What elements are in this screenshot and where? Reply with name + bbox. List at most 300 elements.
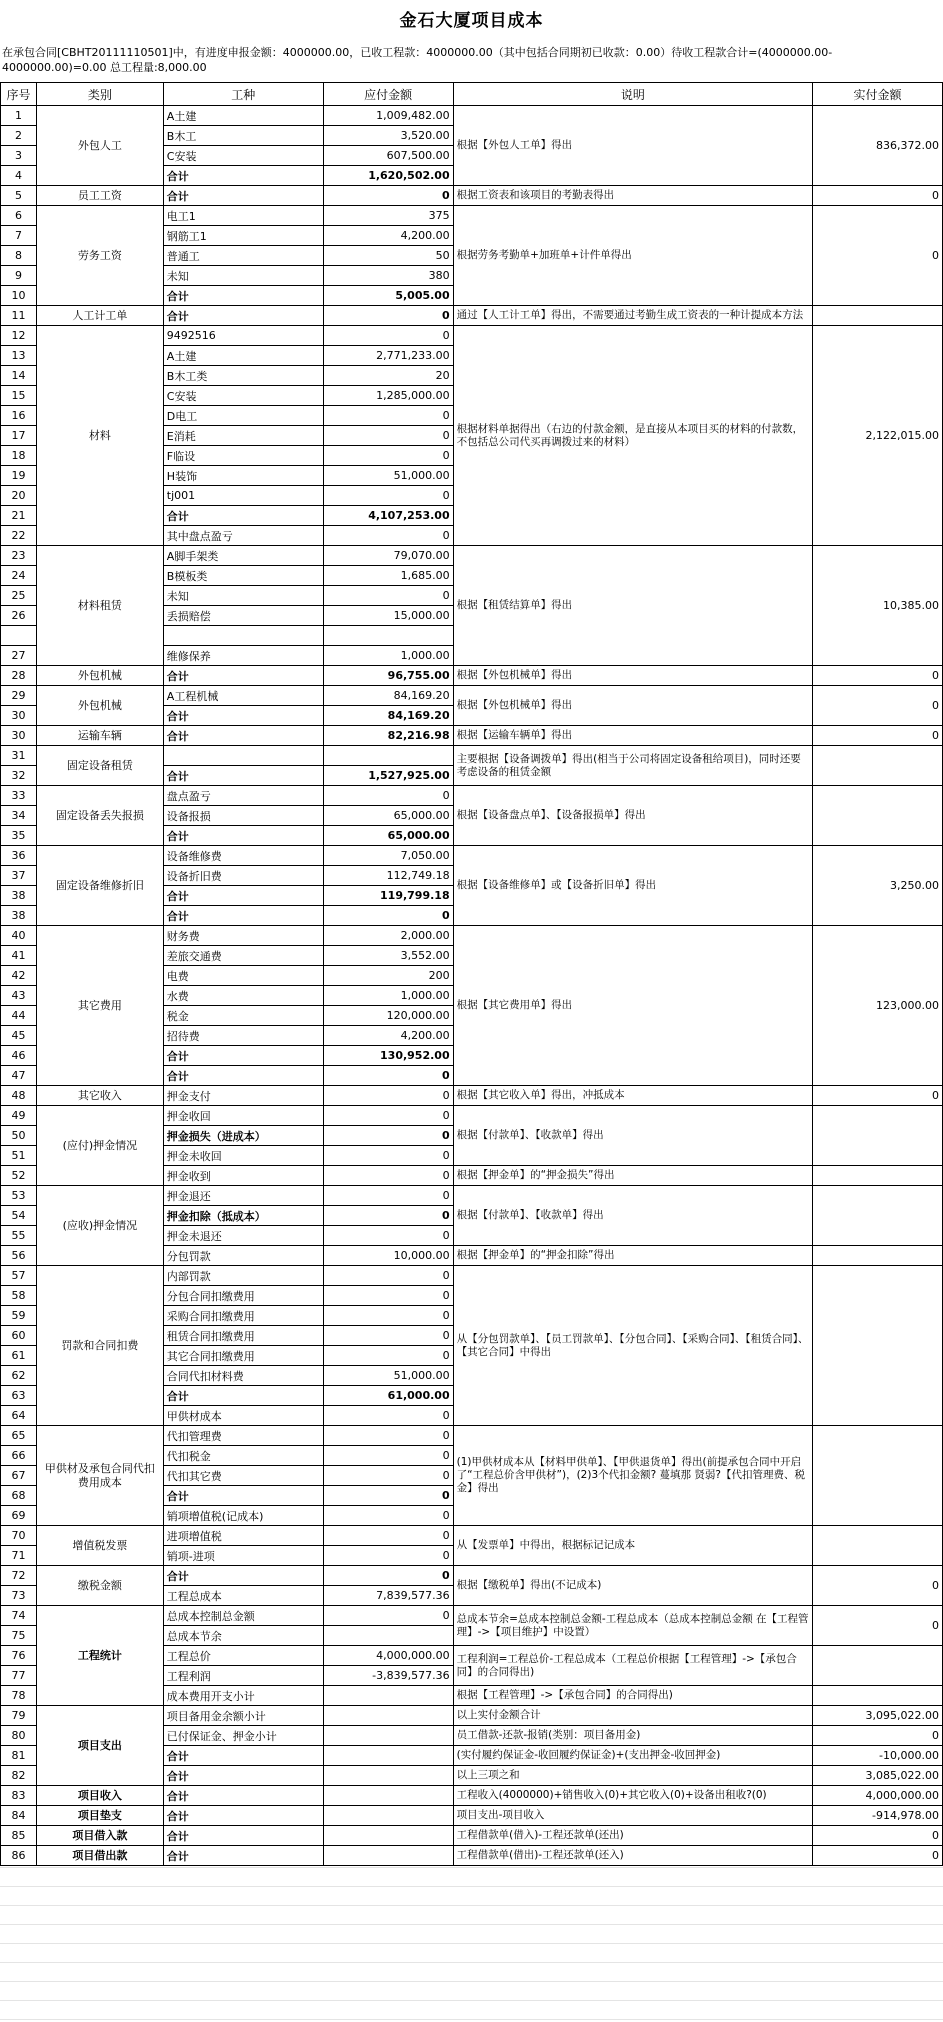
description-cell: 工程利润=工程总价-工程总成本（工程总价根据【工程管理】->【承包合同】的合同得出) [453,1646,812,1686]
work-type-cell: 合计 [163,1386,323,1406]
payable-amount-cell: 51,000.00 [323,1366,453,1386]
description-cell: 根据【付款单】、【收款单】得出 [453,1106,812,1166]
row-number: 36 [1,846,37,866]
row-number: 50 [1,1126,37,1146]
row-number: 57 [1,1266,37,1286]
actual-amount-cell [813,1106,943,1166]
table-row [1,746,943,766]
actual-amount-cell: 3,250.00 [813,846,943,926]
payable-amount-cell: 3,552.00 [323,946,453,966]
payable-amount-cell: 0 [323,1066,453,1086]
payable-amount-cell: 0 [323,786,453,806]
row-number: 46 [1,1046,37,1066]
description-cell: 根据【其它收入单】得出，冲抵成本 [453,1086,812,1106]
payable-amount-cell: 607,500.00 [323,146,453,166]
description-cell: 根据工资表和该项目的考勤表得出 [453,186,812,206]
row-number: 30 [1,726,37,746]
work-type-cell: 设备折旧费 [163,866,323,886]
table-row [1,786,943,806]
payable-amount-cell: 20 [323,366,453,386]
row-number: 62 [1,1366,37,1386]
work-type-cell: F临设 [163,446,323,466]
category-cell: 运输车辆 [36,726,163,746]
table-row [1,1786,943,1806]
payable-amount-cell: 0 [323,1526,453,1546]
category-cell: 员工工资 [36,186,163,206]
work-type-cell: C安装 [163,146,323,166]
work-type-cell: 盘点盈亏 [163,786,323,806]
work-type-cell: 已付保证金、押金小计 [163,1726,323,1746]
work-type-cell: 押金扣除（抵成本） [163,1206,323,1226]
actual-amount-cell: 3,095,022.00 [813,1706,943,1726]
payable-amount-cell: 0 [323,446,453,466]
payable-amount-cell: -3,839,577.36 [323,1666,453,1686]
category-cell: 材料租赁 [36,546,163,666]
description-cell: (实付履约保证金-收回履约保证金)+(支出押金-收回押金) [453,1746,812,1766]
payable-amount-cell: 0 [323,1226,453,1246]
row-number: 42 [1,966,37,986]
row-number: 73 [1,1586,37,1606]
description-cell: 根据【外包人工单】得出 [453,106,812,186]
row-number: 60 [1,1326,37,1346]
col-header-description: 说明 [453,83,812,106]
payable-amount-cell: 82,216.98 [323,726,453,746]
payable-amount-cell: 0 [323,1206,453,1226]
work-type-cell: 合计 [163,826,323,846]
row-number: 2 [1,126,37,146]
payable-amount-cell [323,1626,453,1646]
description-cell: 员工借款-还款-报销(类别：项目备用金) [453,1726,812,1746]
row-number: 1 [1,106,37,126]
description-cell: 根据【付款单】、【收款单】得出 [453,1186,812,1246]
payable-amount-cell: 65,000.00 [323,806,453,826]
row-number: 80 [1,1726,37,1746]
row-number: 53 [1,1186,37,1206]
payable-amount-cell: 0 [323,306,453,326]
cost-table [0,82,943,1866]
payable-amount-cell: 0 [323,1446,453,1466]
actual-amount-cell: 0 [813,1566,943,1606]
actual-amount-cell: 4,000,000.00 [813,1786,943,1806]
work-type-cell: 工程总成本 [163,1586,323,1606]
work-type-cell: 合计 [163,886,323,906]
page-title: 金石大厦项目成本 [399,11,544,31]
table-row [1,1846,943,1866]
work-type-cell: 合计 [163,1786,323,1806]
description-cell: 根据【押金单】的“押金扣除”得出 [453,1246,812,1266]
description-cell: 工程收入(4000000)+销售收入(0)+其它收入(0)+设备出租收?(0) [453,1786,812,1806]
row-number: 51 [1,1146,37,1166]
work-type-cell: 合计 [163,166,323,186]
row-number: 66 [1,1446,37,1466]
actual-amount-cell: 0 [813,1826,943,1846]
category-cell: 外包人工 [36,106,163,186]
payable-amount-cell: 200 [323,966,453,986]
row-number: 55 [1,1226,37,1246]
category-cell: 劳务工资 [36,206,163,306]
table-header-row [1,83,943,106]
payable-amount-cell [323,626,453,646]
work-type-cell: B木工 [163,126,323,146]
work-type-cell: B木工类 [163,366,323,386]
row-number: 40 [1,926,37,946]
description-cell: 主要根据【设备调拨单】得出(相当于公司将固定设备租给项目)，同时还要考虑设备的租赁金额 [453,746,812,786]
payable-amount-cell: 0 [323,426,453,446]
work-type-cell: 合计 [163,726,323,746]
table-row [1,1806,943,1826]
work-type-cell: 甲供材成本 [163,1406,323,1426]
row-number: 18 [1,446,37,466]
description-cell: 工程借款单(借出)-工程还款单(还入) [453,1846,812,1866]
work-type-cell: 总成本节余 [163,1626,323,1646]
row-number: 38 [1,886,37,906]
actual-amount-cell: -10,000.00 [813,1746,943,1766]
description-cell: 以上实付金额合计 [453,1706,812,1726]
table-body [1,106,943,1866]
actual-amount-cell [813,1246,943,1266]
payable-amount-cell: 0 [323,1166,453,1186]
row-number: 75 [1,1626,37,1646]
category-cell: 固定设备维修折旧 [36,846,163,926]
payable-amount-cell: 79,070.00 [323,546,453,566]
work-type-cell: 未知 [163,266,323,286]
description-cell: 根据【外包机械单】得出 [453,686,812,726]
work-type-cell: 押金支付 [163,1086,323,1106]
payable-amount-cell [323,1686,453,1706]
table-row [1,546,943,566]
actual-amount-cell: 0 [813,726,943,746]
payable-amount-cell: 5,005.00 [323,286,453,306]
payable-amount-cell: 0 [323,1086,453,1106]
work-type-cell: 合计 [163,666,323,686]
work-type-cell: 销项-进项 [163,1546,323,1566]
actual-amount-cell [813,1166,943,1186]
col-header-seq: 序号 [1,83,37,106]
work-type-cell: 合计 [163,706,323,726]
row-number: 19 [1,466,37,486]
category-cell: 其它收入 [36,1086,163,1106]
row-number: 33 [1,786,37,806]
row-number: 12 [1,326,37,346]
payable-amount-cell: 0 [323,1186,453,1206]
row-number: 59 [1,1306,37,1326]
table-row [1,206,943,226]
work-type-cell: 销项增值税(记成本) [163,1506,323,1526]
payable-amount-cell: 0 [323,1126,453,1146]
description-cell: 以上三项之和 [453,1766,812,1786]
row-number: 15 [1,386,37,406]
payable-amount-cell: 0 [323,326,453,346]
category-cell: 甲供材及承包合同代扣费用成本 [36,1426,163,1526]
table-row [1,106,943,126]
work-type-cell: 押金未退还 [163,1226,323,1246]
work-type-cell [163,746,323,766]
payable-amount-cell [323,1846,453,1866]
work-type-cell: 电费 [163,966,323,986]
work-type-cell: 其中盘点盈亏 [163,526,323,546]
actual-amount-cell [813,1686,943,1706]
payable-amount-cell: 0 [323,1426,453,1446]
table-row [1,1106,943,1126]
actual-amount-cell: 0 [813,1086,943,1106]
contract-info: 在承包合同[CBHT20111110501]中，有进度申报金额：4000000.00，已收工程款：4000000.00（其中包括合同期初已收款：0.00）待收工程款合计=(4000000.00-4000000.00)=0.00 总工程量:8,000.00 [2,46,833,74]
table-row [1,926,943,946]
table-row [1,846,943,866]
work-type-cell: B模板类 [163,566,323,586]
row-number: 76 [1,1646,37,1666]
row-number: 83 [1,1786,37,1806]
payable-amount-cell: 1,685.00 [323,566,453,586]
table-row [1,1826,943,1846]
row-number: 82 [1,1766,37,1786]
work-type-cell: H装饰 [163,466,323,486]
work-type-cell: E消耗 [163,426,323,446]
table-row [1,1566,943,1586]
work-type-cell: 钢筋工1 [163,226,323,246]
payable-amount-cell [323,1786,453,1806]
payable-amount-cell [323,1726,453,1746]
actual-amount-cell: 0 [813,1846,943,1866]
work-type-cell: 未知 [163,586,323,606]
payable-amount-cell: 1,000.00 [323,646,453,666]
work-type-cell: 9492516 [163,326,323,346]
work-type-cell: 押金收到 [163,1166,323,1186]
payable-amount-cell: 0 [323,1486,453,1506]
payable-amount-cell: 7,050.00 [323,846,453,866]
category-cell: 缴税金额 [36,1566,163,1606]
work-type-cell: 工程总价 [163,1646,323,1666]
table-row [1,306,943,326]
category-cell: 罚款和合同扣费 [36,1266,163,1426]
row-number: 43 [1,986,37,1006]
row-number: 64 [1,1406,37,1426]
payable-amount-cell: 0 [323,1306,453,1326]
payable-amount-cell: 0 [323,1346,453,1366]
row-number: 6 [1,206,37,226]
row-number: 41 [1,946,37,966]
work-type-cell: 项目备用金余额小计 [163,1706,323,1726]
work-type-cell: 水费 [163,986,323,1006]
payable-amount-cell: 375 [323,206,453,226]
actual-amount-cell: -914,978.00 [813,1806,943,1826]
row-number: 32 [1,766,37,786]
actual-amount-cell: 0 [813,206,943,306]
work-type-cell: 内部罚款 [163,1266,323,1286]
work-type-cell: C安装 [163,386,323,406]
category-cell: 外包机械 [36,686,163,726]
description-cell: 根据【设备维修单】或【设备折旧单】得出 [453,846,812,926]
row-number: 4 [1,166,37,186]
work-type-cell: 押金退还 [163,1186,323,1206]
description-cell: 根据【工程管理】->【承包合同】的合同得出) [453,1686,812,1706]
payable-amount-cell [323,1806,453,1826]
row-number: 30 [1,706,37,726]
col-header-category: 类别 [36,83,163,106]
work-type-cell: 合计 [163,186,323,206]
row-number: 7 [1,226,37,246]
description-cell: 根据劳务考勤单+加班单+计件单得出 [453,206,812,306]
payable-amount-cell: 50 [323,246,453,266]
row-number: 78 [1,1686,37,1706]
work-type-cell: A土建 [163,106,323,126]
payable-amount-cell: 0 [323,526,453,546]
payable-amount-cell: 119,799.18 [323,886,453,906]
table-row [1,326,943,346]
category-cell: 项目借入款 [36,1826,163,1846]
category-cell: 外包机械 [36,666,163,686]
category-cell: 项目支出 [36,1706,163,1786]
row-number: 8 [1,246,37,266]
row-number: 11 [1,306,37,326]
row-number: 21 [1,506,37,526]
description-cell: 根据【押金单】的“押金损失”得出 [453,1166,812,1186]
work-type-cell: 租赁合同扣缴费用 [163,1326,323,1346]
row-number: 72 [1,1566,37,1586]
row-number: 63 [1,1386,37,1406]
work-type-cell: 合计 [163,1566,323,1586]
row-number: 10 [1,286,37,306]
row-number: 79 [1,1706,37,1726]
row-number: 77 [1,1666,37,1686]
description-cell: 从【发票单】中得出，根据标记记成本 [453,1526,812,1566]
table-row [1,1706,943,1726]
description-cell: 从【分包罚款单】、【员工罚款单】、【分包合同】、【采购合同】、【租赁合同】、【其它合同】中得出 [453,1266,812,1426]
row-number: 67 [1,1466,37,1486]
description-cell: 总成本节余=总成本控制总金额-工程总成本（总成本控制总金额 在【工程管理】->【项目维护】中设置） [453,1606,812,1646]
work-type-cell: A土建 [163,346,323,366]
row-number: 37 [1,866,37,886]
payable-amount-cell: 61,000.00 [323,1386,453,1406]
payable-amount-cell: 1,285,000.00 [323,386,453,406]
actual-amount-cell: 0 [813,666,943,686]
row-number: 35 [1,826,37,846]
payable-amount-cell: 0 [323,1546,453,1566]
row-number: 27 [1,646,37,666]
description-cell: 根据【运输车辆单】得出 [453,726,812,746]
work-type-cell: 押金收回 [163,1106,323,1126]
payable-amount-cell: 0 [323,1326,453,1346]
category-cell: 其它费用 [36,926,163,1086]
row-number: 81 [1,1746,37,1766]
description-cell: 根据【外包机械单】得出 [453,666,812,686]
actual-amount-cell [813,306,943,326]
actual-amount-cell [813,1646,943,1686]
work-type-cell: 分包合同扣缴费用 [163,1286,323,1306]
row-number: 68 [1,1486,37,1506]
row-number: 44 [1,1006,37,1026]
category-cell: 工程统计 [36,1606,163,1706]
payable-amount-cell [323,1766,453,1786]
row-number: 16 [1,406,37,426]
row-number: 38 [1,906,37,926]
work-type-cell: 税金 [163,1006,323,1026]
payable-amount-cell [323,1826,453,1846]
description-cell: 工程借款单(借入)-工程还款单(还出) [453,1826,812,1846]
row-number: 3 [1,146,37,166]
work-type-cell: 合计 [163,766,323,786]
actual-amount-cell: 123,000.00 [813,926,943,1086]
table-row [1,1606,943,1626]
work-type-cell: 成本费用开支小计 [163,1686,323,1706]
table-row [1,1086,943,1106]
work-type-cell: 合同代扣材料费 [163,1366,323,1386]
row-number: 54 [1,1206,37,1226]
col-header-kind: 工种 [163,83,323,106]
payable-amount-cell: 4,200.00 [323,1026,453,1046]
payable-amount-cell: 2,771,233.00 [323,346,453,366]
payable-amount-cell: 2,000.00 [323,926,453,946]
category-cell: 固定设备租赁 [36,746,163,786]
row-number: 9 [1,266,37,286]
work-type-cell: 普通工 [163,246,323,266]
row-number: 20 [1,486,37,506]
payable-amount-cell: 4,200.00 [323,226,453,246]
work-type-cell: 合计 [163,506,323,526]
work-type-cell: 代扣其它费 [163,1466,323,1486]
payable-amount-cell: 96,755.00 [323,666,453,686]
row-number: 70 [1,1526,37,1546]
payable-amount-cell: 0 [323,1266,453,1286]
actual-amount-cell: 10,385.00 [813,546,943,666]
actual-amount-cell [813,1186,943,1246]
category-cell: 项目收入 [36,1786,163,1806]
payable-amount-cell: 0 [323,1566,453,1586]
payable-amount-cell: 380 [323,266,453,286]
work-type-cell: 合计 [163,1486,323,1506]
actual-amount-cell [813,1266,943,1426]
category-cell: 项目垫支 [36,1806,163,1826]
payable-amount-cell: 0 [323,186,453,206]
payable-amount-cell: 0 [323,1106,453,1126]
description-cell: 根据【设备盘点单】、【设备报损单】得出 [453,786,812,846]
category-cell: 固定设备丢失报损 [36,786,163,846]
payable-amount-cell: 7,839,577.36 [323,1586,453,1606]
payable-amount-cell: 4,000,000.00 [323,1646,453,1666]
description-cell: 根据【租赁结算单】得出 [453,546,812,666]
actual-amount-cell: 2,122,015.00 [813,326,943,546]
col-header-actual: 实付金额 [813,83,943,106]
category-cell: (应付)押金情况 [36,1106,163,1186]
payable-amount-cell: 130,952.00 [323,1046,453,1066]
description-cell: 根据材料单据得出（右边的付款金额，是直接从本项目买的材料的付款数，不包括总公司代买再调拨过来的材料） [453,326,812,546]
row-number: 34 [1,806,37,826]
row-number: 56 [1,1246,37,1266]
row-number: 52 [1,1166,37,1186]
work-type-cell: 丢损赔偿 [163,606,323,626]
work-type-cell: 财务费 [163,926,323,946]
payable-amount-cell: 0 [323,486,453,506]
payable-amount-cell: 0 [323,1406,453,1426]
payable-amount-cell: 1,527,925.00 [323,766,453,786]
payable-amount-cell: 1,000.00 [323,986,453,1006]
work-type-cell: 进项增值税 [163,1526,323,1546]
work-type-cell: 其它合同扣缴费用 [163,1346,323,1366]
row-number: 47 [1,1066,37,1086]
actual-amount-cell [813,746,943,786]
actual-amount-cell: 0 [813,1606,943,1646]
payable-amount-cell [323,746,453,766]
row-number: 85 [1,1826,37,1846]
work-type-cell: A工程机械 [163,686,323,706]
actual-amount-cell: 0 [813,686,943,726]
row-number: 25 [1,586,37,606]
work-type-cell: 差旅交通费 [163,946,323,966]
payable-amount-cell: 84,169.20 [323,706,453,726]
row-number: 23 [1,546,37,566]
work-type-cell: 招待费 [163,1026,323,1046]
table-row [1,1186,943,1206]
work-type-cell: 合计 [163,1766,323,1786]
